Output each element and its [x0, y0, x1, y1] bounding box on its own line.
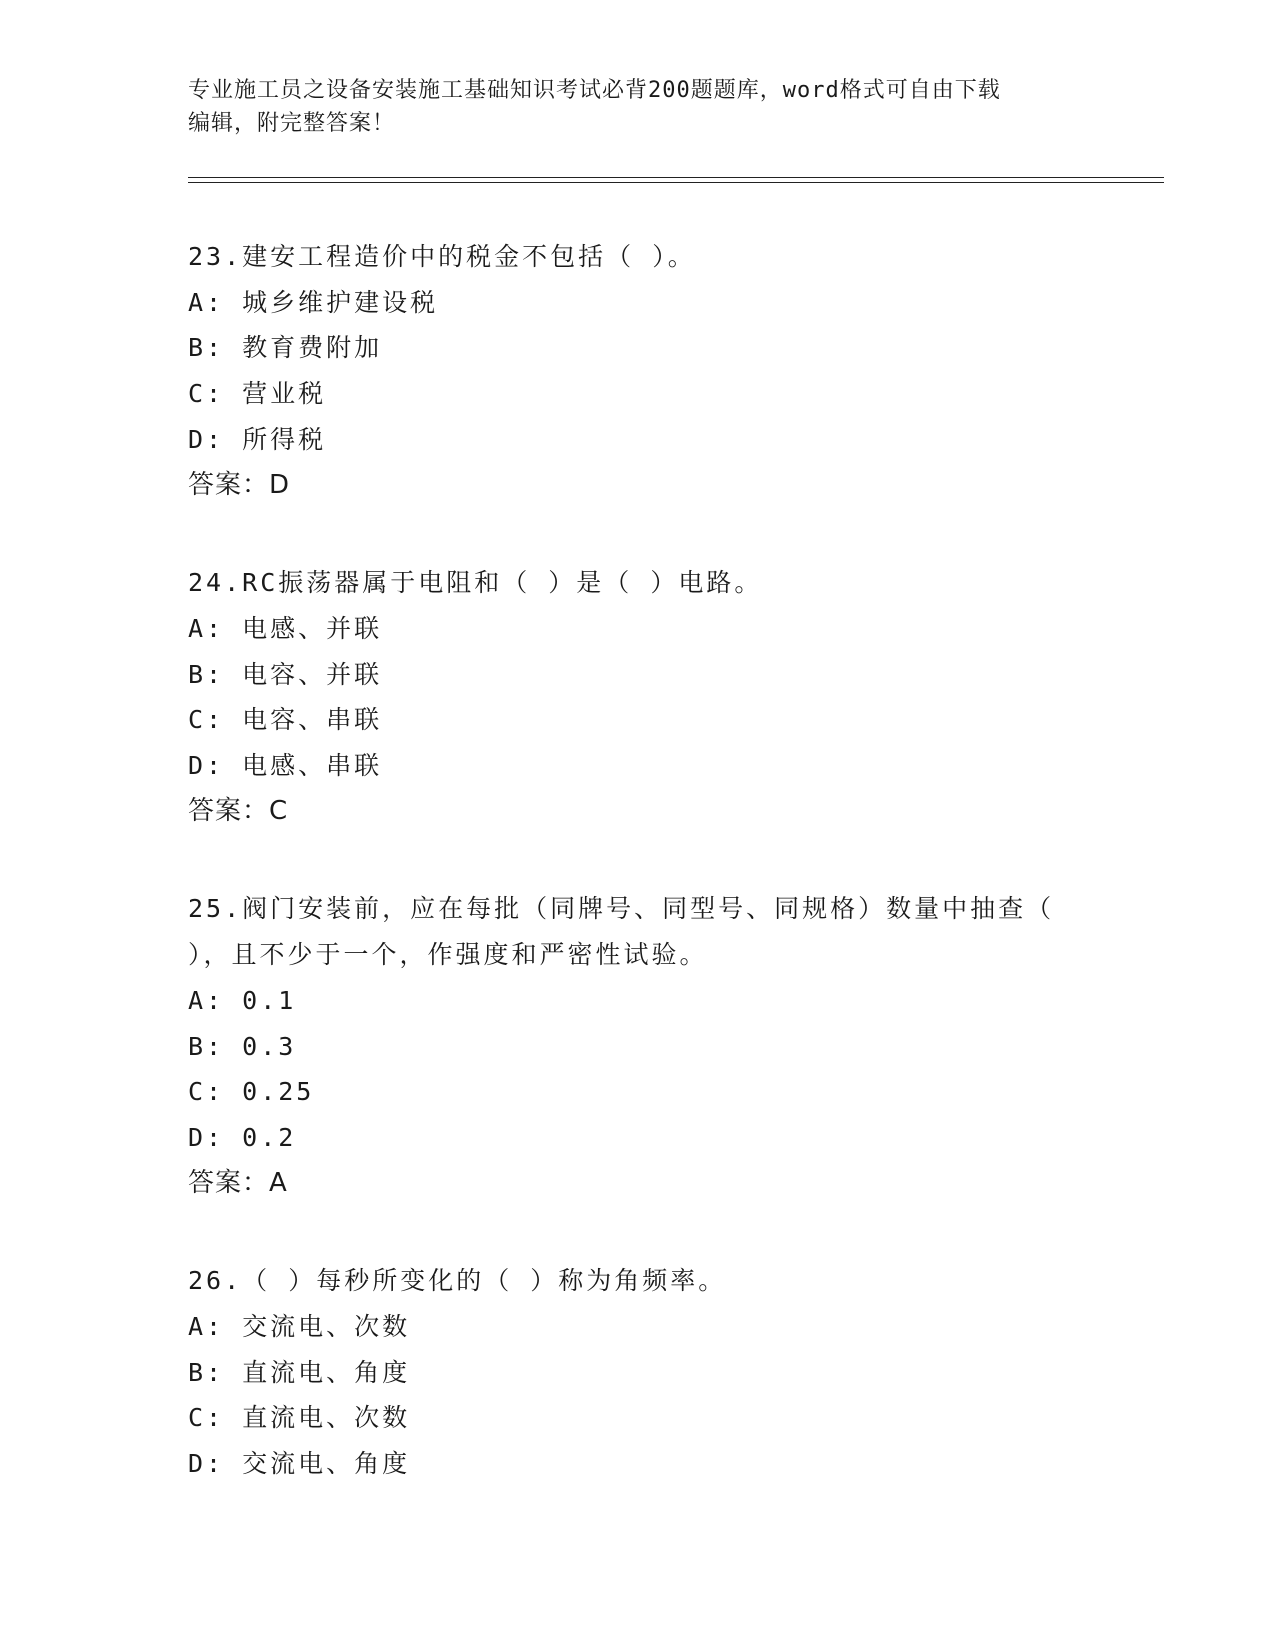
option-a: A: 电感、并联 — [188, 613, 383, 643]
question-stem-line: 24.RC振荡器属于电阻和（ ）是（ ）电路。 — [188, 568, 763, 598]
option-c: C: 电容、串联 — [188, 705, 383, 735]
question-25 — [188, 886, 1088, 1206]
answer-line: 答案：A — [188, 1167, 288, 1198]
question-23 — [188, 234, 1088, 508]
option-a: A: 0.1 — [188, 985, 297, 1015]
question-stem — [188, 886, 1088, 977]
option-c: C: 0.25 — [188, 1077, 315, 1107]
option-d: D: 电感、串联 — [188, 751, 383, 781]
option-d: D: 交流电、角度 — [188, 1449, 411, 1479]
question-24 — [188, 560, 1088, 834]
option-d: D: 0.2 — [188, 1122, 297, 1152]
header-divider-bottom — [188, 182, 1164, 183]
question-stem-line: 23.建安工程造价中的税金不包括（ ）。 — [188, 242, 696, 271]
header-line-1: 专业施工员之设备安装施工基础知识考试必背200题题库，word格式可自由下载 — [188, 78, 1001, 103]
document-header — [188, 74, 1078, 140]
header-divider-top — [188, 177, 1164, 178]
question-stem-line: 25.阀门安装前，应在每批（同牌号、同型号、同规格）数量中抽查（ — [188, 894, 1055, 924]
option-a: A: 城乡维护建设税 — [188, 287, 439, 317]
question-list — [188, 234, 1088, 1539]
option-b: B: 教育费附加 — [188, 333, 383, 363]
answer-line: 答案：D — [188, 469, 291, 500]
option-d: D: 所得税 — [188, 424, 327, 454]
option-b: B: 电容、并联 — [188, 659, 383, 689]
option-a: A: 交流电、次数 — [188, 1312, 411, 1342]
option-b: B: 0.3 — [188, 1031, 297, 1061]
option-b: B: 直流电、角度 — [188, 1357, 411, 1387]
header-line-2: 编辑，附完整答案！ — [188, 111, 396, 136]
question-26 — [188, 1258, 1088, 1487]
question-stem — [188, 234, 1088, 280]
question-stem-line: 26.（ ）每秒所变化的（ ）称为角频率。 — [188, 1266, 727, 1296]
question-stem — [188, 560, 1088, 606]
option-c: C: 直流电、次数 — [188, 1403, 411, 1433]
answer-line: 答案：C — [188, 795, 289, 826]
question-stem-line: ），且不少于一个，作强度和严密性试验。 — [188, 940, 708, 970]
option-c: C: 营业税 — [188, 379, 327, 409]
question-stem — [188, 1258, 1088, 1304]
